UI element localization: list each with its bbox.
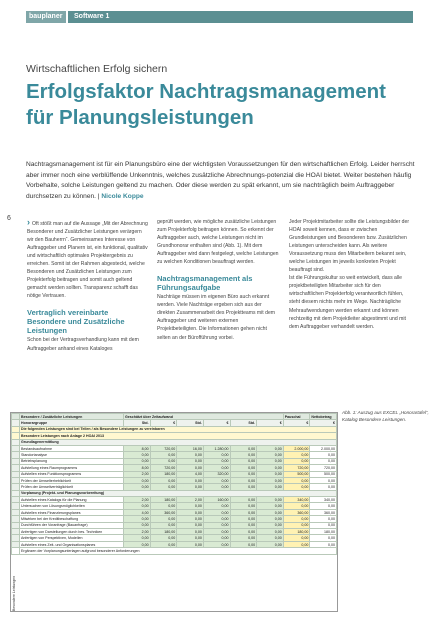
lead-text: Nachtragsmanagement ist für ein Planungsbüro eine der wichtigsten Voraussetzungen für den wirtschaftlichen Erfolg. Leider herrscht aber immer noch eine verblüffende Unkenntnis, welches zusätzliche Abrechnungs-potenzial die HOAI bietet. Weiter bestehen häufig Vorbehalte, solche Leistungen geltend zu machen. Oder diese werden zu spät erkannt, um sie nachträglich beim Auftraggeber durchsetzen zu können. [26,161,415,200]
header-cell: Geschätzt über Zeitaufwand [124,414,284,420]
value-cell[interactable]: 0,00 [283,541,310,547]
header-cell: Nettobetrag [310,414,337,420]
value-cell[interactable]: 0,00 [257,471,284,477]
header-cell: Honorargruppe [20,420,124,426]
value-cell[interactable]: 0,00 [150,458,177,464]
value-cell[interactable]: 0,00 [310,458,337,464]
row-label: Standortanalyse [20,452,124,458]
value-cell[interactable]: 0,00 [283,516,310,522]
value-cell[interactable]: 180,00 [150,497,177,503]
column-header: € [283,420,310,426]
value-cell[interactable]: 0,00 [310,541,337,547]
row-label: Bestandsaufnahme [20,445,124,451]
value-cell[interactable]: 0,00 [177,484,204,490]
row-label: Prüfen der Umwelterheblichkeit [20,477,124,483]
paragraph: Nachträge müssen im eigenen Büro auch erkannt werden. Viele Nachträge ergeben sich aus der direkten Zusammenarbeit des Projektteams mit dem Auftraggeber und weiteren externen Projektbeteiligten. Die Informationen gehen nicht selten an der Bürofführung vorbei. [157,294,276,341]
value-cell[interactable]: 0,00 [283,522,310,528]
value-cell[interactable]: 0,00 [310,484,337,490]
value-cell[interactable]: 0,00 [283,477,310,483]
value-cell[interactable]: 0,00 [230,529,257,535]
row-label: Aufstellen eines Zeit- und Organisationsplanes [20,541,124,547]
row-label: Untersuchen von Lösungsmöglichkeiten [20,503,124,509]
value-cell[interactable]: 0,00 [310,503,337,509]
value-cell[interactable]: 0,00 [257,458,284,464]
sheet-title: Besondere / Zusätzliche Leistungen [20,414,124,420]
value-cell[interactable]: 0,00 [124,522,151,528]
group-cell: Grundlagenermittlung [20,439,337,445]
column-header: € [257,420,284,426]
side-label: Besondere Leistungen [12,575,16,611]
value-cell[interactable]: 0,00 [124,458,151,464]
value-cell[interactable]: 0,00 [230,516,257,522]
paragraph: Schon bei der Vertragsverhandlung kann mit dem Auftraggeber anhand eines Kataloges [27,337,139,352]
value-cell[interactable]: 0,00 [124,477,151,483]
value-cell[interactable]: 2.000,00 [310,445,337,451]
row-label: Betriebsplanung [20,458,124,464]
value-cell[interactable]: 0,00 [310,516,337,522]
value-cell[interactable]: 0,00 [177,535,204,541]
paragraph: Ist die Führungskultur so weit entwickelt, dass alle projektbeteiligten Mitarbeiter sich für den wirtschaftlichen Projekterfolg verantwortlich fühlen, steht diesem nichts mehr im Wege. Nachträgliche Mehraufwendungen werden erkannt und können rechtzeitig mit dem Projektleiter abgestimmt und mit dem Auftraggeber verhandelt werden. [289,275,406,330]
value-cell[interactable]: 0,00 [230,458,257,464]
value-cell[interactable]: 360,00 [283,509,310,515]
row-label: Aufstellen eines Finanzierungsplanes [20,509,124,515]
column-header: € [310,420,337,426]
figure-caption: Abb. 1: Auszug aus EXCEL „Honorartafel“, Katalog Besondere Leistungen. [342,410,429,422]
value-cell[interactable]: 0,00 [203,529,230,535]
value-cell[interactable]: 0,00 [177,541,204,547]
kicker: Wirtschaftlichen Erfolg sichern [26,63,168,75]
value-cell[interactable]: 720,00 [283,465,310,471]
column-header: € [203,420,230,426]
value-cell[interactable]: 0,00 [310,477,337,483]
value-cell[interactable]: 180,00 [283,529,310,535]
value-cell[interactable]: 180,00 [310,529,337,535]
column-header: Std. [124,420,151,426]
value-cell[interactable]: 0,00 [230,497,257,503]
value-cell[interactable]: 0,00 [230,477,257,483]
article-title [26,79,386,131]
value-cell[interactable]: 0,00 [150,535,177,541]
value-cell[interactable]: 180,00 [150,471,177,477]
value-cell[interactable]: 1.280,00 [203,445,230,451]
section-cell: Besondere Leistungen nach Anlage 2 HOAI 2013 [20,433,337,439]
value-cell[interactable]: 0,00 [257,529,284,535]
value-cell[interactable]: 0,00 [124,541,151,547]
value-cell[interactable]: 0,00 [150,516,177,522]
value-cell[interactable]: 0,00 [257,516,284,522]
value-cell[interactable]: 2,00 [124,471,151,477]
row-label: Mitwirken bei der Kreditbeschaffung [20,516,124,522]
value-cell[interactable]: 0,00 [257,503,284,509]
chevron-icon: › [27,217,30,227]
value-cell[interactable]: 0,00 [230,471,257,477]
value-cell[interactable]: 160,00 [203,497,230,503]
value-cell[interactable]: 720,00 [150,445,177,451]
row-label: Durchführen der Voranfrage (Bauanfrage) [20,522,124,528]
section-cell: Die folgenden Leistungen sind bei Teilen / als Besondere Leistungen zu vereinbaren [20,426,337,432]
value-cell[interactable]: 0,00 [177,503,204,509]
header-cell: Pauschal [283,414,310,420]
author-separator: | [97,192,102,200]
value-cell[interactable]: 0,00 [230,465,257,471]
page-number: 6 [7,215,11,222]
paragraph-text: Oft stößt man auf die Aussage „Mit der Abrechnung Besonderer und Zusätzlicher Leistungen verärgern wir den Bauherrn“. Gemeinsames Interesse von Auftraggeber und Planern ist, ein funktional, qualitativ und wirtschaftlich optimales Projektergebnis zu erreichen. Somit ist der Rahmen abgesteckt, welche Besonderen und Zusätzlichen Leistungen zum Projekterfolg beitragen und somit auch geltend gemacht werden sollten. Transparenz schafft das nötige Vertrauen. [27,221,148,300]
value-cell[interactable]: 0,00 [150,522,177,528]
title-line-2: für Planungsleistungen [26,106,254,129]
subheading: Nachtragsmanagement als Führungsaufgabe [157,274,253,293]
value-cell[interactable]: 360,00 [150,509,177,515]
value-cell[interactable]: 0,00 [124,516,151,522]
value-cell[interactable]: 0,00 [177,477,204,483]
value-cell[interactable]: 0,00 [203,458,230,464]
value-cell[interactable]: 16,00 [177,445,204,451]
value-cell[interactable]: 2,00 [124,497,151,503]
value-cell[interactable]: 0,00 [230,522,257,528]
value-cell[interactable]: 0,00 [257,509,284,515]
text-column-3 [289,218,411,331]
value-cell[interactable]: 320,00 [203,471,230,477]
value-cell[interactable]: 0,00 [177,529,204,535]
value-cell[interactable]: 0,00 [177,452,204,458]
value-cell[interactable]: 0,00 [257,452,284,458]
value-cell[interactable]: 0,00 [177,509,204,515]
value-cell[interactable]: 0,00 [257,541,284,547]
table-row [12,548,337,554]
value-cell[interactable]: 4,00 [124,509,151,515]
value-cell[interactable]: 0,00 [124,484,151,490]
value-cell[interactable]: 0,00 [150,477,177,483]
column-header: Std. [230,420,257,426]
value-cell[interactable]: 0,00 [230,445,257,451]
value-cell[interactable]: 0,00 [203,522,230,528]
group-cell: Vorplanung (Projekt- und Planungsvorbereitung) [20,490,337,496]
text-column-1 [27,218,149,353]
title-line-1: Erfolgsfaktor Nachtragsmanagement [26,80,386,103]
brand-label: bauplaner [26,11,66,23]
value-cell[interactable]: 0,00 [203,477,230,483]
value-cell[interactable]: 0,00 [257,522,284,528]
value-cell[interactable]: 0,00 [283,535,310,541]
value-cell[interactable]: 180,00 [150,529,177,535]
value-cell[interactable]: 0,00 [283,452,310,458]
value-cell[interactable]: 0,00 [230,484,257,490]
value-cell[interactable]: 0,00 [177,516,204,522]
value-cell[interactable]: 720,00 [150,465,177,471]
column-header: Std. [177,420,204,426]
section-label: Software 1 [68,11,413,23]
text-column-2 [157,218,279,342]
row-label: Anfertigen von Darstellungen durch bes. Techniken [20,529,124,535]
value-cell[interactable]: 0,00 [310,522,337,528]
spreadsheet-table [11,413,337,555]
value-cell[interactable]: 0,00 [283,458,310,464]
paragraph: geprüft werden, wie mögliche zusätzliche Leistungen zum Projekterfolg beitragen können. So erkennt der Auftraggeber auch, welche Leistungen nicht im Grundhonorar enthalten sind (Abb. 1). Mit dem Auftraggeber wird dann festgelegt, welche Leistungen zu welchen Konditionen beauftragt werden. [157,219,279,266]
row-label: Aufstellen eines Funktionsprogramms [20,471,124,477]
value-cell[interactable]: 0,00 [203,535,230,541]
value-cell[interactable]: 0,00 [257,445,284,451]
value-cell[interactable]: 0,00 [310,535,337,541]
value-cell[interactable]: 340,00 [310,497,337,503]
value-cell[interactable]: 0,00 [230,541,257,547]
value-cell[interactable]: 0,00 [230,452,257,458]
value-cell[interactable]: 2,00 [124,529,151,535]
value-cell[interactable]: 4,00 [177,471,204,477]
value-cell[interactable]: 8,00 [124,465,151,471]
row-label: Prüfen der Umweltverträglichkeit [20,484,124,490]
value-cell[interactable]: 340,00 [283,497,310,503]
value-cell[interactable]: 8,00 [124,445,151,451]
spreadsheet-figure [10,412,338,612]
value-cell[interactable]: 0,00 [177,458,204,464]
value-cell[interactable]: 2,00 [177,497,204,503]
value-cell[interactable]: 0,00 [230,509,257,515]
author-name: Nicole Koppe [101,192,144,200]
value-cell[interactable]: 0,00 [257,497,284,503]
value-cell[interactable]: 0,00 [203,509,230,515]
subheading: Vertraglich vereinbarte Besondere und Zusätzliche Leistungen [27,308,125,336]
value-cell[interactable]: 0,00 [203,484,230,490]
value-cell[interactable]: 0,00 [150,541,177,547]
value-cell[interactable]: 0,00 [203,516,230,522]
value-cell[interactable]: 0,00 [283,503,310,509]
lead-paragraph [26,160,418,202]
value-cell[interactable]: 0,00 [203,541,230,547]
value-cell[interactable]: 500,00 [310,471,337,477]
value-cell[interactable]: 0,00 [124,503,151,509]
value-cell[interactable]: 0,00 [257,477,284,483]
value-cell[interactable]: 0,00 [150,452,177,458]
value-cell[interactable]: 360,00 [310,509,337,515]
row-label: Aufstellung eines Raumprogramms [20,465,124,471]
value-cell[interactable]: 0,00 [203,452,230,458]
value-cell[interactable]: 2.000,00 [283,445,310,451]
value-cell[interactable]: 0,00 [150,484,177,490]
value-cell[interactable]: 0,00 [310,452,337,458]
value-cell[interactable]: 0,00 [203,503,230,509]
note-cell: Ergänzen der Vorplanungsunterlagen aufgrund besonderer Anforderungen [20,548,337,554]
page-header [0,0,439,22]
value-cell[interactable]: 0,00 [257,484,284,490]
column-header: € [150,420,177,426]
paragraph [27,218,149,300]
value-cell[interactable]: 0,00 [177,465,204,471]
value-cell[interactable]: 0,00 [150,503,177,509]
value-cell[interactable]: 0,00 [124,535,151,541]
paragraph: Jeder Projektmitarbeiter sollte die Leistungsbilder der HOAI soweit kennen, dass er zwischen Grundleistungen und Besonderen bzw. Zusätzlichen Leistungen unterscheiden kann. Als weitere Voraussetzung muss den Mitarbeitern bekannt sein, welche Leistungen im jeweils konkreten Projekt beauftragt sind. [289,219,410,274]
row-label: Aufstellen eines Katalogs für die Planung [20,497,124,503]
value-cell[interactable]: 0,00 [257,535,284,541]
value-cell[interactable]: 720,00 [310,465,337,471]
value-cell[interactable]: 500,00 [283,471,310,477]
value-cell[interactable]: 0,00 [177,522,204,528]
value-cell[interactable]: 0,00 [230,503,257,509]
value-cell[interactable]: 0,00 [124,452,151,458]
value-cell[interactable]: 0,00 [203,465,230,471]
value-cell[interactable]: 0,00 [283,484,310,490]
row-label: Anfertigen von Perspektiven, Modellen [20,535,124,541]
value-cell[interactable]: 0,00 [257,465,284,471]
value-cell[interactable]: 0,00 [230,535,257,541]
